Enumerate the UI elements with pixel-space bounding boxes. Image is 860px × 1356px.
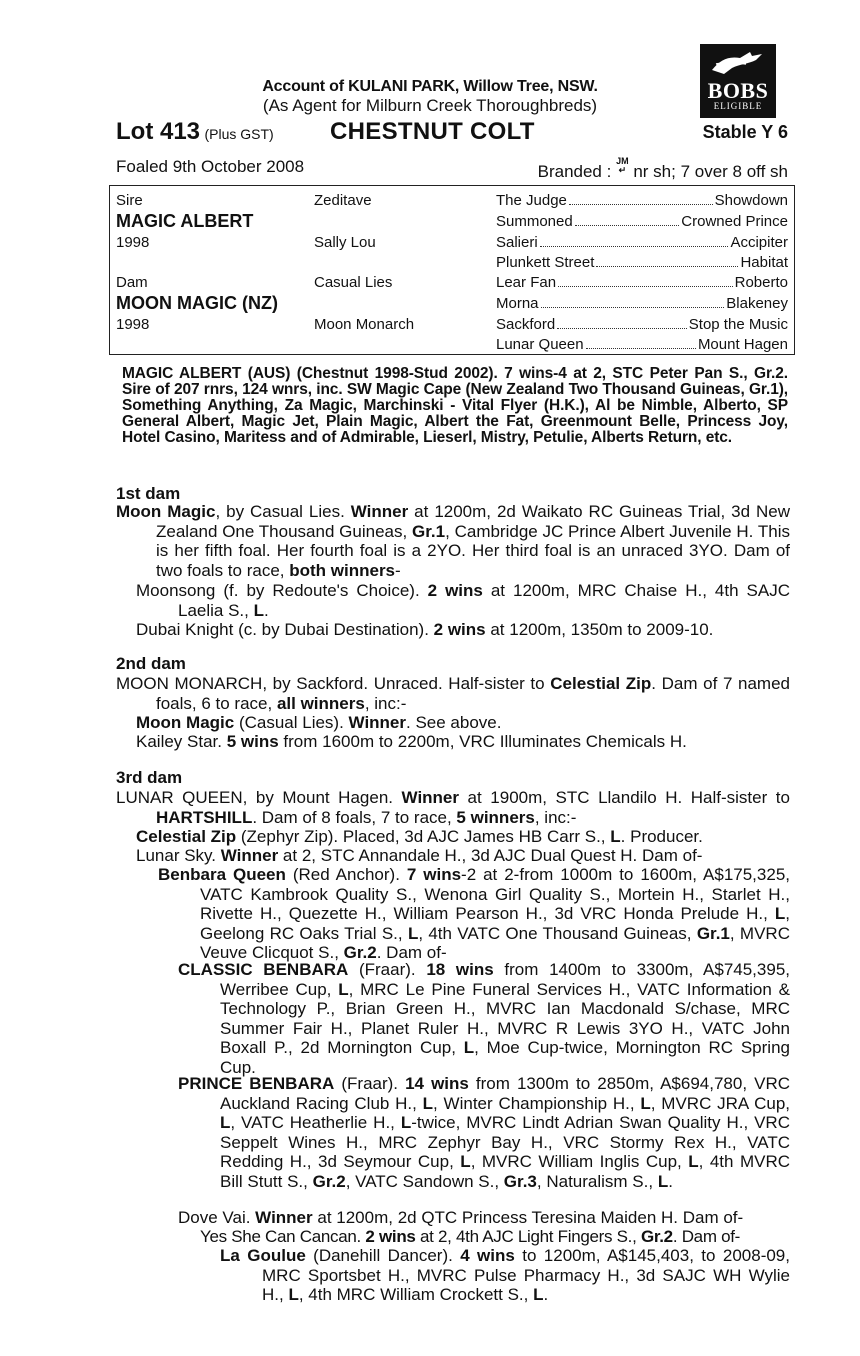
progeny-entry: Lunar Sky. Winner at 2, STC Annandale H., 3d AJC Dual Quest H. Dam of- [136, 846, 703, 865]
dam-name: MOON MAGIC (NZ) [116, 293, 278, 313]
ancestor-row: Summoned Crowned Prince [496, 213, 788, 230]
third-dam-heading: 3rd dam [116, 768, 183, 787]
horse-logo-icon [710, 50, 766, 76]
first-dam-paragraph: Moon Magic, by Casual Lies. Winner at 1200m, 2d Waikato RC Guineas Trial, 3d New Zealand One Thousand Guineas, Gr.1, Cambridge JC Prince Albert Juvenile H. This is her fifth foal. Her fourth foal is a 2YO. Her third foal is an unraced 3YO. Dam of two foals to race, both winners- [116, 502, 790, 580]
progeny-entry: CLASSIC BENBARA (Fraar). 18 wins from 1400m to 3300m, A$745,395, Werribee Cup, L, MRC Le Pine Funeral Services H., VATC Information & Technology P., Brian Green H., MVRC Ian Macdonald S/chase, MRC Summer Fair H., Planet Ruler H., MVRC R Lewis 3YO H., VATC John Boxall P., 2d Mornington Cup, L, Moe Cup-twice, Mornington RC Spring Cup. [178, 960, 790, 1077]
ancestor-row: Lear Fan Roberto [496, 274, 788, 291]
ancestor-row: Lunar Queen Mount Hagen [496, 336, 788, 353]
sire-name: MAGIC ALBERT [116, 211, 254, 231]
agent-line: (As Agent for Milburn Creek Thoroughbreds) [262, 96, 598, 115]
brand-mark-icon [616, 157, 629, 175]
ancestor-row: The Judge Showdown [496, 192, 788, 209]
progeny-entry: PRINCE BENBARA (Fraar). 14 wins from 1300m to 2850m, A$694,780, VRC Auckland Racing Club H., L, Winter Championship H., L, MVRC JRA Cup, L, VATC Heatherlie H., L-twice, MVRC Lindt Adrian Swan Quality H., VRC Seppelt Wines H., MRC Zephyr Bay H., VRC Stormy Rex H., VATC Redding H., 3d Seymour Cup, L, MVRC William Inglis Cup, L, 4th MVRC Bill Stutt S., Gr.2, VATC Sandown S., Gr.3, Naturalism S., L. [178, 1074, 791, 1191]
lot-title: CHESTNUT COLT [330, 118, 535, 145]
logo-text-eligible: ELIGIBLE [713, 101, 763, 111]
brand-mark-top: JM [616, 156, 629, 166]
branded-label: Branded : [537, 162, 612, 181]
bobs-eligible-logo [700, 44, 776, 118]
progeny-entry: Moon Magic (Casual Lies). Winner. See above. [136, 713, 502, 732]
progeny-entry: La Goulue (Danehill Dancer). 4 wins to 1200m, A$145,403, to 2008-09, MRC Sportsbet H., MVRC Pulse Pharmacy H., 3d SAJC WH Wylie H., L, 4th MRC William Crockett S., L. [220, 1246, 790, 1304]
progeny-entry: Celestial Zip (Zephyr Zip). Placed, 3d AJC James HB Carr S., L. Producer. [136, 827, 703, 846]
branded-text: nr sh; 7 over 8 off sh [633, 162, 788, 181]
sire-description: MAGIC ALBERT (AUS) (Chestnut 1998-Stud 2002). 7 wins-4 at 2, STC Peter Pan S., Gr.2. Sire of 207 rnrs, 124 wnrs, inc. SW Magic Cape (New Zealand Two Thousand Guineas, Gr.1), Something Anything, Za Magic, Marchinski - Vital Flyer (H.K.), Al be Nimble, Alberto, SP General Albert, Magic Jet, Plain Magic, Albert the Fat, Greenmount Belle, Princess Joy, Hotel Casino, Maritess and of Admirable, Lieserl, Mistry, Petulie, Alberts Return, etc. [122, 365, 788, 446]
progeny-entry: Moonsong (f. by Redoute's Choice). 2 wins at 1200m, MRC Chaise H., 4th SAJC Laelia S., L. [136, 581, 790, 620]
consignor-line: Account of KULANI PARK, Willow Tree, NSW. [262, 78, 598, 95]
ancestor-row: Salieri Accipiter [496, 234, 788, 251]
lot-line [116, 118, 788, 148]
first-dam-heading: 1st dam [116, 484, 181, 503]
sire-year: 1998 [116, 234, 150, 251]
plus-gst: (Plus GST) [204, 126, 274, 142]
lot-number: Lot 413 [116, 118, 201, 145]
foaled-date: Foaled 9th October 2008 [116, 157, 305, 176]
progeny-entry: Yes She Can Cancan. 2 wins at 2, 4th AJC Light Fingers S., Gr.2. Dam of- [200, 1227, 741, 1246]
pedigree-table [109, 185, 795, 355]
sire-label: Sire [116, 192, 143, 209]
dam-label: Dam [116, 274, 148, 291]
dam-sire: Casual Lies [314, 274, 393, 291]
dam-year: 1998 [116, 316, 150, 333]
ancestor-row: Sackford Stop the Music [496, 316, 788, 333]
progeny-entry: Dubai Knight (c. by Dubai Destination). 2 wins at 1200m, 1350m to 2009-10. [136, 620, 714, 639]
brand-mark-bottom: ↵ [618, 165, 627, 175]
sire-sire: Zeditave [314, 192, 372, 209]
logo-text-bobs: BOBS [707, 78, 769, 103]
progeny-entry: Dove Vai. Winner at 1200m, 2d QTC Princess Teresina Maiden H. Dam of- [178, 1208, 744, 1227]
branded-line [500, 157, 788, 182]
sire-dam: Sally Lou [314, 234, 376, 251]
ancestor-row: Morna Blakeney [496, 295, 788, 312]
second-dam-heading: 2nd dam [116, 654, 186, 673]
third-dam-paragraph: LUNAR QUEEN, by Mount Hagen. Winner at 1900m, STC Llandilo H. Half-sister to HARTSHILL. Dam of 8 foals, 7 to race, 5 winners, inc:- [116, 788, 790, 827]
stable-location: Stable Y 6 [702, 122, 788, 142]
second-dam-paragraph: MOON MONARCH, by Sackford. Unraced. Half-sister to Celestial Zip. Dam of 7 named foals, 6 to race, all winners, inc:- [116, 674, 791, 713]
progeny-entry: Benbara Queen (Red Anchor). 7 wins-2 at 2-from 1000m to 1600m, A$175,325, VATC Kambrook Quality S., Wenona Girl Quality S., Mortein H., Starlet H., Rivette H., Quezette H., William Pearson H., 3d VRC Honda Prelude H., L, Geelong RC Oaks Trial S., L, 4th VATC One Thousand Guineas, Gr.1, MVRC Veuve Clicquot S., Gr.2. Dam of- [158, 865, 790, 962]
progeny-entry: Kailey Star. 5 wins from 1600m to 2200m, VRC Illuminates Chemicals H. [136, 732, 687, 751]
dam-dam: Moon Monarch [314, 316, 415, 333]
ancestor-row: Plunkett Street Habitat [496, 254, 788, 271]
